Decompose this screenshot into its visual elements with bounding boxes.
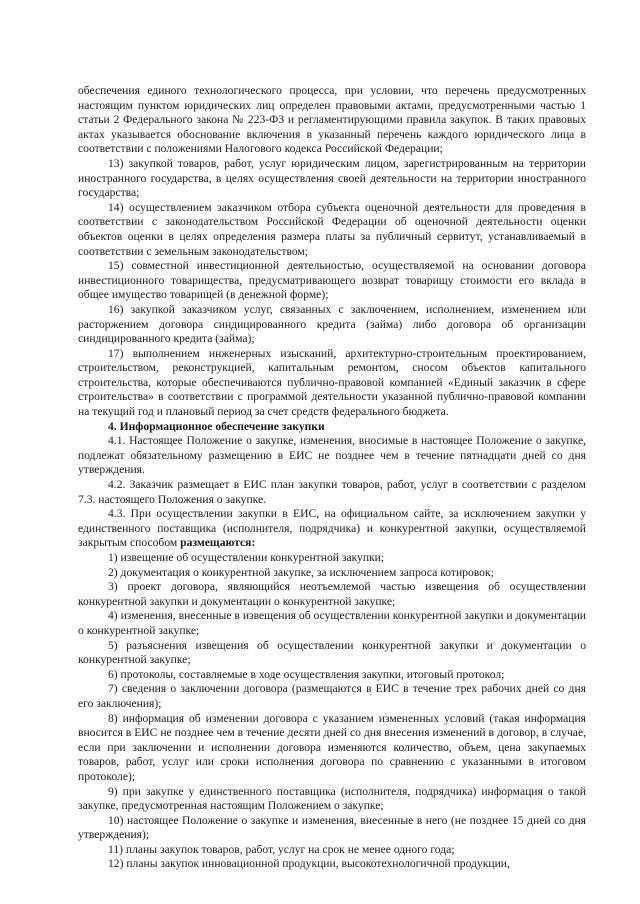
list-item-17: 17) выполнением инженерных изысканий, архитектурно-строительным проектированием, строительством, реконструкцией, капитальным ремонтом, сносом объектов капитального строительства, которые обеспечиваются публично-правовой компанией «Единый заказчик в сфере строительства» в соответствии с программой деятельности указанной публично-правовой компании на текущий год и плановый период за счет средств федерального бюджета. <box>78 346 586 419</box>
sub-item-4: 4) изменения, внесенные в извещения об осуществлении конкурентной закупки и документации о конкурентной закупке; <box>78 609 586 637</box>
sub-item-1: 1) извещение об осуществлении конкурентной закупки; <box>108 551 385 564</box>
clause-4-1: 4.1. Настоящее Положение о закупке, изменения, вносимые в настоящее Положение о закупке, подлежат обязательному размещению в ЕИС не позднее чем в течение пятнадцати дней со дня утверждения. <box>78 434 586 477</box>
clause-4-3-text: 4.3. При осуществлении закупки в ЕИС, на официальном сайте, за исключением закупки у единственного поставщика (исполнителя, подрядчика) и конкурентной закупки, осуществляемой закрытым способом <box>78 507 586 550</box>
paragraph-continuation: обеспечения единого технологического процесса, при условии, что перечень предусмотренных настоящим пунктом юридических лиц определен правовыми актами, предусмотренными частью 1 статьи 2 Федерального закона № 223-ФЗ и регламентирующими правила закупок. В таких правовых актах указывается обоснование включения в указанный перечень каждого юридического лица в соответствии с положениями Налогового кодекса Российской Федерации; <box>78 84 586 156</box>
list-item-14: 14) осуществлением заказчиком отбора субъекта оценочной деятельности для проведения в соответствии с законодательством Российской Федерации об оценочной деятельности оценки объектов оценки в целях определения размера платы за публичный сервитут, устанавливаемый в соответствии с земельным законодательством; <box>78 200 586 258</box>
clause-4-3-bold: размещаются: <box>180 536 256 550</box>
sub-item-2: 2) документация о конкурентной закупке, за исключением запроса котировок; <box>108 565 494 579</box>
sub-item-5: 5) разъяснения извещения об осуществлении конкурентной закупки и документации о конкурентной закупке; <box>78 638 586 667</box>
sub-item-11: 11) планы закупок товаров, работ, услуг на срок не менее одного года; <box>108 842 455 856</box>
document-page <box>78 84 586 872</box>
sub-item-10: 10) настоящее Положение о закупке и изменения, внесенные в него (не позднее 15 дней со дня утверждения); <box>78 813 586 842</box>
sub-item-6: 6) протоколы, составляемые в ходе осуществления закупки, итоговый протокол; <box>108 667 505 681</box>
sub-item-7: 7) сведения о заключении договора (размещаются в ЕИС в течение трех рабочих дней со дня его заключения); <box>78 682 586 710</box>
sub-item-9: 9) при закупке у единственного поставщика (исполнителя, подрядчика) информация о такой закупке, предусмотренная настоящим Положением о закупке; <box>78 784 586 813</box>
list-item-15: 15) совместной инвестиционной деятельностью, осуществляемой на основании договора инвестиционного товарищества, предусматривающего возврат товарищу стоимости его вклада в общее имущество товарищей (в денежной форме); <box>78 259 586 302</box>
list-item-13: 13) закупкой товаров, работ, услуг юридическим лицом, зарегистрированным на территории иностранного государства, в целях осуществления своей деятельности на территории иностранного государства; <box>78 156 586 200</box>
clause-4-3 <box>78 507 586 551</box>
sub-item-8: 8) информация об изменении договора с указанием измененных условий (такая информация вносится в ЕИС не позднее чем в течение десяти дней со дня внесения изменений в договор, в случае, если при заключении и исполнении договора изменяются количество, объем, цена закупаемых товаров, работ, услуг или сроки исполнения договора по сравнению с указанными в итоговом протоколе); <box>78 711 586 783</box>
sub-item-12: 12) планы закупок инновационной продукции, высокотехнологичной продукции, <box>108 857 510 871</box>
clause-4-2: 4.2. Заказчик размещает в ЕИС план закупки товаров, работ, услуг в соответствии с разделом 7.3. настоящего Положения о закупке. <box>78 478 586 506</box>
list-item-16: 16) закупкой заказчиком услуг, связанных с заключением, исполнением, изменением или расторжением договора синдицированного кредита (займа) либо договора об организации синдицированного кредита (займа); <box>78 302 586 346</box>
section-heading: 4. Информационное обеспечение закупки <box>108 419 325 433</box>
sub-item-3: 3) проект договора, являющийся неотъемлемой частью извещения об осуществлении конкурентной закупки и документации о конкурентной закупке; <box>78 580 586 608</box>
